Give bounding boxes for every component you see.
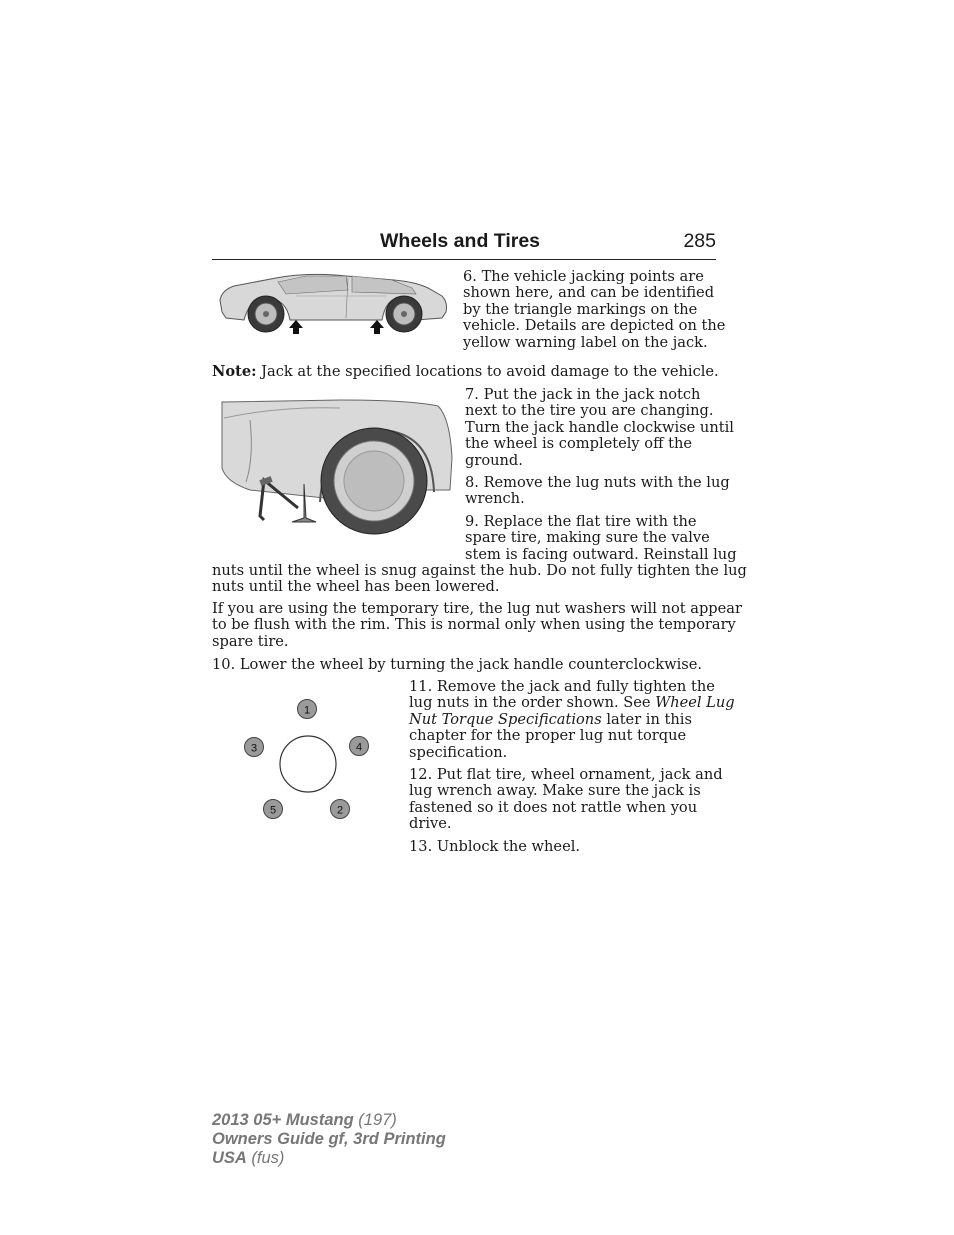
lug-nut-2 <box>331 800 350 819</box>
lug-nut-5 <box>264 800 283 819</box>
vehicle-jacking-points-figure <box>216 268 456 342</box>
step-6-text: 6. The vehicle jacking points are shown here, and can be identified by the triangle markings on the vehicle. Details are depicted on the yellow warning label on the jack. <box>463 268 726 351</box>
step-8-text: 8. Remove the lug nuts with the lug wrench. <box>465 474 730 508</box>
note-paragraph <box>212 364 719 380</box>
step-9-continued: nuts until the wheel is snug against the hub. Do not fully tighten the lug nuts until the wheel has been lowered. <box>212 562 747 596</box>
svg-text:2: 2 <box>336 804 344 817</box>
step-10-text: 10. Lower the wheel by turning the jack handle counterclockwise. <box>212 656 702 673</box>
cross-reference-link: Wheel Lug <box>655 694 735 712</box>
document-footer: 2013 05+ Mustang (197) Owners Guide gf, 3rd Printing USA (fus) <box>212 1111 446 1167</box>
svg-text:5: 5 <box>269 804 277 817</box>
jack-under-wheel-figure <box>220 398 455 540</box>
step-9-text: 9. Replace the flat tire with the spare tire, making sure the valve stem is facing outward. Reinstall lug <box>465 513 737 563</box>
step-11-text: 11. Remove the jack and fully tighten the lug nuts in the order shown. See Wheel Lug Nut Torque Specifications later in this chapter for the proper lug nut torque specification. <box>409 678 735 761</box>
temporary-tire-paragraph: If you are using the temporary tire, the lug nut washers will not appear to be flush with the rim. This is normal only when using the temporary spare tire. <box>212 600 742 650</box>
lug-nut-3 <box>245 738 264 757</box>
jack-point-arrow-icon <box>289 320 303 334</box>
step-7-text: 7. Put the jack in the jack notch next to the tire you are changing. Turn the jack handle clockwise until the wheel is completely off the ground. <box>465 386 734 469</box>
cross-reference-link: Nut Torque Specifications <box>409 710 602 728</box>
page-number: 285 <box>683 230 716 252</box>
note-label: Note: <box>212 363 257 380</box>
note-text: Jack at the specified locations to avoid damage to the vehicle. <box>256 363 719 380</box>
lug-nut-4 <box>350 737 369 756</box>
svg-text:4: 4 <box>355 741 363 754</box>
svg-text:3: 3 <box>250 742 258 755</box>
lug-nut-order-diagram <box>238 694 378 826</box>
step-12-text: 12. Put flat tire, wheel ornament, jack and lug wrench away. Make sure the jack is fastened so it does not rattle when you drive. <box>409 766 723 833</box>
section-title: Wheels and Tires <box>380 230 541 252</box>
svg-text:1: 1 <box>303 704 311 717</box>
lug-nut-1 <box>298 700 317 719</box>
jack-point-arrow-icon <box>370 320 384 334</box>
page-header <box>212 228 716 258</box>
step-13-text: 13. Unblock the wheel. <box>409 838 581 855</box>
header-rule <box>212 259 716 260</box>
